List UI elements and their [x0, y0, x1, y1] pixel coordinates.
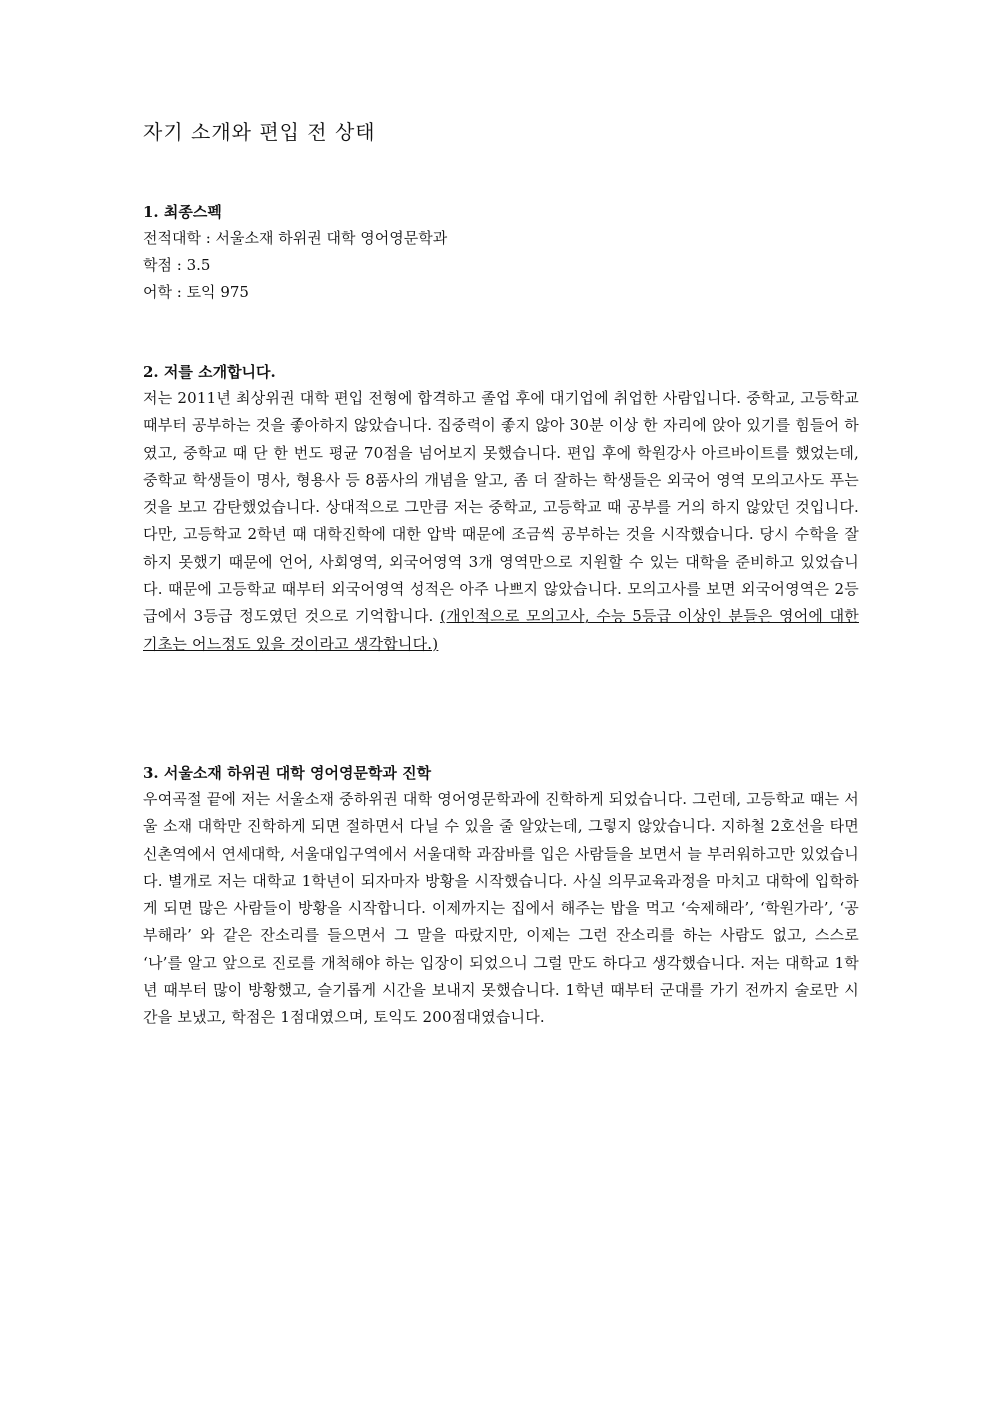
university-entry-paragraph: 우여곡절 끝에 저는 서울소재 중하위권 대학 영어영문학과에 진학하게 되었습니다. 그런데, 고등학교 때는 서울 소재 대학만 진학하게 되면 절하면서 다닐 수 있을 줄 알았는데, 그렇지 않았습니다. 지하철 2호선을 타면 신촌역에서 연세대학, 서울대입구역에서 서울대학 과잠바를 입은 사람들을 보면서 늘 부러워하고만 있었습니다. 별개로 저는 대학교 1학년이 되자마자 방황을 시작했습니다. 사실 의무교육과정을 마치고 대학에 입학하게 되면 많은 사람들이 방황을 시작합니다. 이제까지는 집에서 해주는 밥을 먹고 ‘숙제해라’, ‘학원가라’, ‘공부해라’ 와 같은 잔소리를 들으면서 그 말을 따랐지만, 이제는 그런 잔소리를 하는 사람도 없고, 스스로 ‘나’를 알고 앞으로 진로를 개척해야 하는 입장이 되었으니 그럴 만도 하다고 생각했습니다. 저는 대학교 1학년 때부터 많이 방황했고, 슬기롭게 시간을 보내지 못했습니다. 1학년 때부터 군대를 가기 전까지 술로만 시간을 보냈고, 학점은 1점대였으며, 토익도 200점대였습니다.	[143, 790, 859, 1027]
section-final-spec	[143, 199, 859, 306]
section-heading: 1. 최종스펙	[143, 203, 222, 221]
section-introduction	[143, 359, 859, 658]
section-heading: 2. 저를 소개합니다.	[143, 363, 276, 381]
spec-language: 어학 : 토익 975	[143, 283, 249, 301]
document-title: 자기 소개와 편입 전 상태	[143, 120, 376, 144]
underlined-note: (개인적으로 모의고사, 수능 5등급 이상인 분들은 영어에 대한 기초는 어느정도 있을 것이라고 생각합니다.)	[143, 607, 859, 653]
section-university-entry	[143, 760, 859, 1032]
spec-gpa: 학점 : 3.5	[143, 256, 211, 274]
section-heading: 3. 서울소재 하위권 대학 영어영문학과 진학	[143, 764, 432, 782]
introduction-text: 저는 2011년 최상위권 대학 편입 전형에 합격하고 졸업 후에 대기업에 취업한 사람입니다. 중학교, 고등학교 때부터 공부하는 것을 좋아하지 않았습니다. 집중력이 좋지 않아 30분 이상 한 자리에 앉아 있기를 힘들어 하였고, 중학교 때 단 한 번도 평균 70점을 넘어보지 못했습니다. 편입 후에 학원강사 아르바이트를 했었는데, 중학교 학생들이 명사, 형용사 등 8품사의 개념을 알고, 좀 더 잘하는 학생들은 외국어 영역 모의고사도 푸는 것을 보고 감탄했었습니다. 상대적으로 그만큼 저는 중학교, 고등학교 때 공부를 거의 하지 않았던 것입니다. 다만, 고등학교 2학년 때 대학진학에 대한 압박 때문에 조금씩 공부하는 것을 시작했습니다. 당시 수학을 잘 하지 못했기 때문에 언어, 사회영역, 외국어영역 3개 영역만으로 지원할 수 있는 대학을 준비하고 있었습니다. 때문에 고등학교 때부터 외국어영역 성적은 아주 나쁘지 않았습니다. 모의고사를 보면 외국어영역은 2등급에서 3등급 정도였던 것으로 기억합니다.	[143, 389, 859, 626]
spec-university: 전적대학 : 서울소재 하위권 대학 영어영문학과	[143, 229, 448, 247]
introduction-paragraph	[143, 385, 859, 658]
